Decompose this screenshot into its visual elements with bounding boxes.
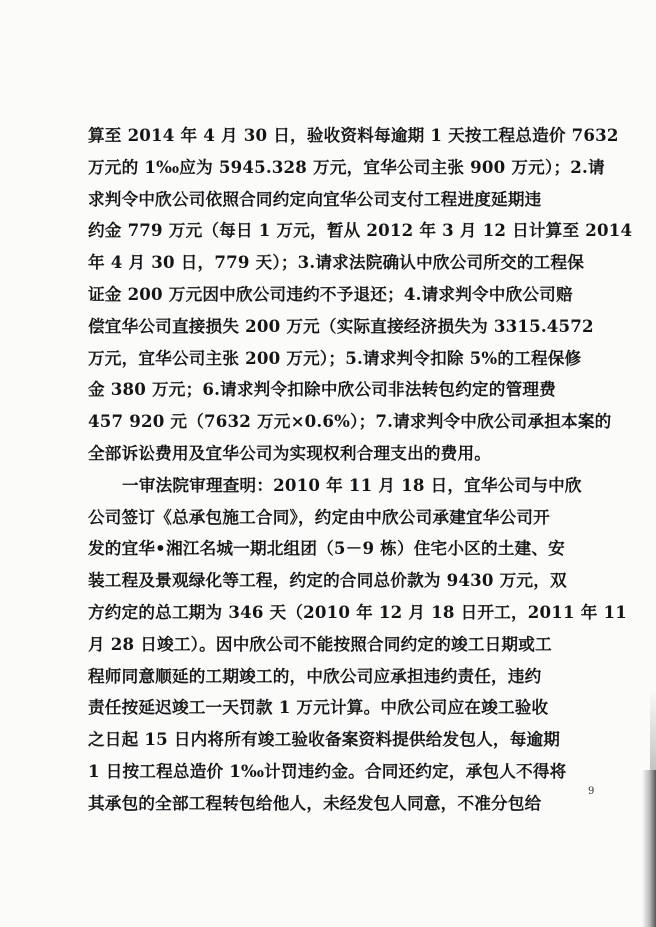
text-line: 偿宜华公司直接损失 200 万元（实际直接经济损失为 3315.4572 [88, 315, 594, 336]
text-line: 约金 779 万元（每日 1 万元，暂从 2012 年 3 月 12 日计算至 2014 [88, 220, 633, 241]
text-line: 之日起 15 日内将所有竣工验收备案资料提供给发包人，每逾期 [88, 729, 561, 750]
page-number: 9 [588, 786, 595, 797]
text-line: 1 日按工程总造价 1‰计罚违约金。合同还约定，承包人不得将 [88, 760, 567, 781]
paragraph-start-line: 一审法院审理查明：2010 年 11 月 18 日，宜华公司与中欣 [122, 474, 582, 495]
text-line: 求判令中欣公司依照合同约定向宜华公司支付工程进度延期违 [88, 188, 542, 209]
text-line: 其承包的全部工程转包给他人，未经发包人同意，不准分包给 [88, 792, 542, 813]
text-line: 程师同意顺延的工期竣工的，中欣公司应承担违约责任，违约 [88, 665, 542, 686]
scan-edge-shadow [642, 770, 656, 927]
text-line: 月 28 日竣工）。因中欣公司不能按照合同约定的竣工日期或工 [88, 633, 552, 654]
body-text [88, 120, 633, 820]
text-line: 公司签订《总承包施工合同》，约定由中欣公司承建宜华公司开 [88, 506, 550, 527]
text-line: 算至 2014 年 4 月 30 日，验收资料每逾期 1 天按工程总造价 7632 [88, 125, 619, 145]
text-line: 装工程及景观绿化等工程，约定的合同总价款为 9430 万元，双 [88, 570, 567, 591]
text-line: 发的宜华•湘江名城一期北组团（5－9 栋）住宅小区的土建、安 [88, 538, 565, 559]
text-line: 证金 200 万元因中欣公司违约不予退还；4.请求判令中欣公司赔 [88, 283, 573, 304]
text-line: 金 380 万元；6.请求判令扣除中欣公司非法转包约定的管理费 [88, 379, 556, 400]
text-line: 责任按延迟竣工一天罚款 1 万元计算。中欣公司应在竣工验收 [88, 697, 549, 718]
text-line: 全部诉讼费用及宜华公司为实现权利合理支出的费用。 [88, 442, 492, 463]
text-line: 万元，宜华公司主张 200 万元）；5.请求判令扣除 5%的工程保修 [88, 347, 582, 368]
text-line: 万元的 1‰应为 5945.328 万元，宜华公司主张 900 万元）；2.请 [88, 156, 605, 177]
text-line: 457 920 元（7632 万元×0.6%）；7.请求判令中欣公司承担本案的 [88, 411, 612, 432]
scan-edge-shadow [650, 690, 656, 770]
text-line: 年 4 月 30 日，779 天）；3.请求法院确认中欣公司所交的工程保 [88, 252, 585, 273]
text-line: 方约定的总工期为 346 天（2010 年 12 月 18 日开工，2011 年 11 [88, 601, 627, 622]
